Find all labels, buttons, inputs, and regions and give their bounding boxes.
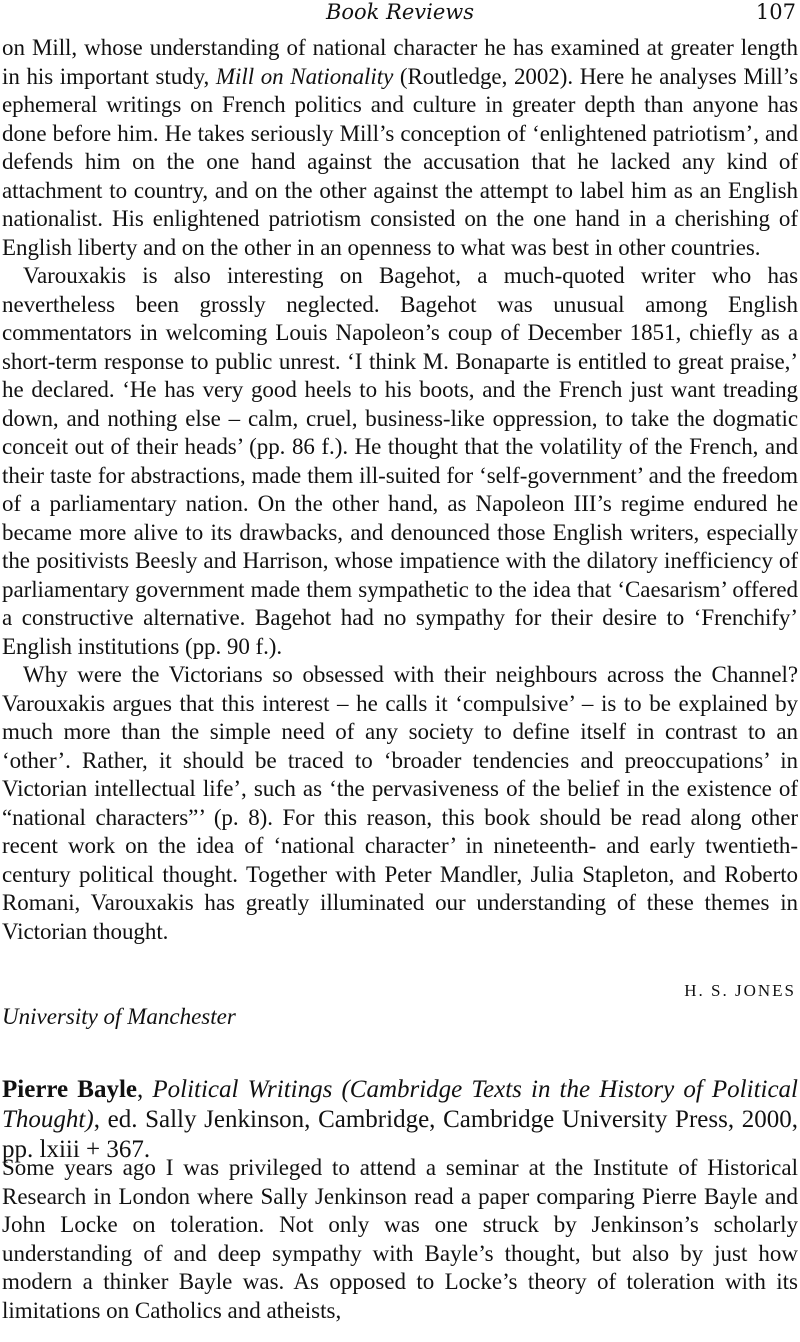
page-number: 107 [755, 0, 796, 24]
cited-book-title: Mill on Nationality [215, 63, 394, 89]
running-head [0, 0, 800, 24]
review-body [2, 1154, 798, 1325]
review-body-continued [2, 34, 798, 946]
paragraph [2, 34, 798, 262]
paragraph: Varouxakis is also interesting on Bagehot, a much-quoted writer who has nevertheless been grossly neglected. Bagehot was unusual among English commentators in welcoming Louis Napoleon’s coup of December 1851, chiefly as a short-term response to public unrest. ‘I think M. Bonaparte is entitled to great praise,’ he declared. ‘He has very good heels to his boots, and the French just want treading down, and nothing else – calm, cruel, business-like oppression, to take the dogmatic conceit out of their heads’ (pp. 86 f.). He thought that the volatility of the French, and their taste for abstractions, made them ill-suited for ‘self-government’ and the freedom of a parliamentary nation. On the other hand, as Napoleon III’s regime endured he became more alive to its drawbacks, and denounced those English writers, especially the positivists Beesly and Harrison, whose impatience with the dilatory inefficiency of parliamentary government made them sympathetic to the idea that ‘Caesarism’ offered a constructive alternative. Bagehot had no sympathy for their desire to ‘Frenchify’ English institutions (pp. 90 f.). [2, 263, 798, 659]
paragraph: Why were the Victorians so obsessed with their neighbours across the Channel? Varouxakis argues that this interest – he calls it ‘compulsive’ – is to be explained by much more than the simple need of any society to define itself in contrast to an ‘other’. Rather, it should be traced to ‘broader tendencies and preoccupations’ in Victorian intellectual life’, such as ‘the pervasiveness of the belief in the existence of “national characters”’ (p. 8). For this reason, this book should be read along other recent work on the idea of ‘national character’ in nineteenth- and early twentieth-century political thought. Together with Peter Mandler, Julia Stapleton, and Roberto Romani, Varouxakis has greatly illuminated our understanding of these themes in Victorian thought. [2, 662, 798, 944]
book-author: Pierre Bayle [2, 1076, 137, 1103]
running-title: Book Reviews [325, 0, 475, 24]
publication-details: , ed. Sally Jenkinson, Cambridge, Cambridge University Press, 2000, pp. lxiii + 367. [2, 1106, 798, 1163]
review-heading: Pierre Bayle, Political Writings (Cambridge Texts in the History of Political Thought), ed. Sally Jenkinson, Cambridge, Cambridge University Press, 2000, pp. lxiii + 367. [2, 1076, 799, 1163]
reviewer-name: H. S. JONES [684, 981, 796, 1000]
reviewer-affiliation: University of Manchester [2, 1004, 236, 1029]
book-title: Political Writings (Cambridge Texts in the History of Political Thought) [2, 1076, 799, 1133]
paragraph: Some years ago I was privileged to attend a seminar at the Institute of Historical Research in London where Sally Jenkinson read a paper comparing Pierre Bayle and John Locke on toleration. Not only was one struck by Jenkinson’s scholarly understanding of and deep sympathy with Bayle’s thought, but also by just how modern a thinker Bayle was. As opposed to Locke’s theory of toleration with its limitations on Catholics and atheists, [2, 1155, 798, 1323]
paragraph-text: on Mill, whose understanding of national character he has examined at greater length in his important study, [2, 35, 798, 89]
paragraph-text: (Routledge, 2002). Here he analyses Mill’s ephemeral writings on French politics and culture in greater depth than anyone has done before him. He takes seriously Mill’s conception of ‘enlightened patriotism’, and defends him on the one hand against the accusation that he lacked any kind of attachment to country, and on the other against the attempt to label him as an English nationalist. His enlightened patriotism consisted on the one hand in a cherishing of English liberty and on the other in an openness to what was best in other countries. [2, 63, 798, 260]
